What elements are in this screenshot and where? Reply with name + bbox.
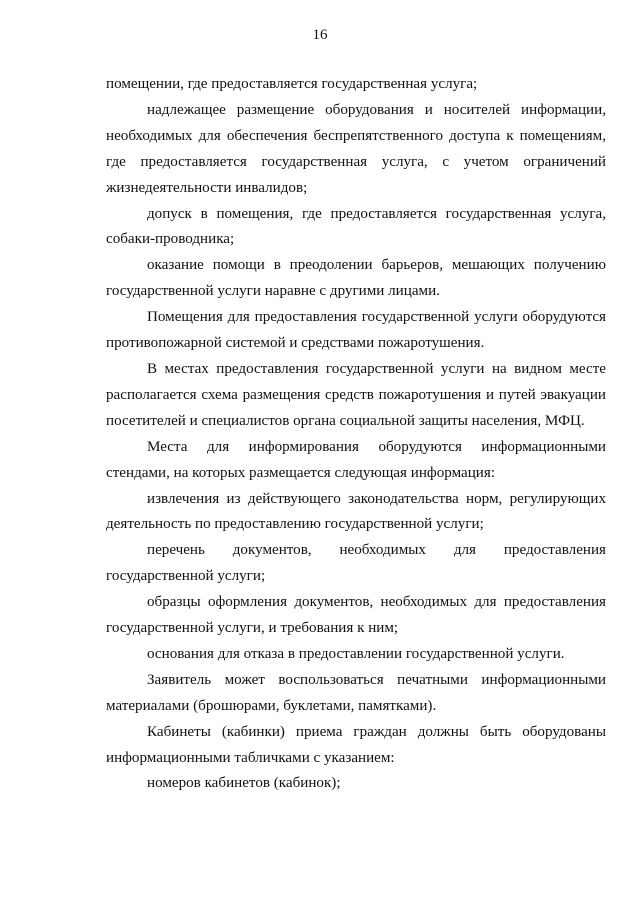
paragraph-3: допуск в помещения, где предоставляется государственная услуга, собаки-проводника; [106,205,606,248]
paragraph-10: образцы оформления документов, необходимых для предоставления государственной услуги, и требования к ним; [106,594,606,637]
paragraph-12: Заявитель может воспользоваться печатными информационными материалами (брошюрами, буклетами, памятками). [106,671,606,714]
paragraph-7: Места для информирования оборудуются информационными стендами, на которых размещается следующая информация: [106,438,606,481]
document-body [106,72,606,797]
paragraph-8: извлечения из действующего законодательства норм, регулирующих деятельность по предоставлению государственной услуги; [106,490,606,533]
paragraph-4: оказание помощи в преодолении барьеров, мешающих получению государственной услуги наравне с другими лицами. [106,257,606,300]
paragraph-14: номеров кабинетов (кабинок); [147,775,341,792]
paragraph-13: Кабинеты (кабинки) приема граждан должны быть оборудованы информационными табличками с указанием: [106,723,606,766]
paragraph-5: Помещения для предоставления государственной услуги оборудуются противопожарной системой и средствами пожаротушения. [106,309,606,352]
paragraph-2: надлежащее размещение оборудования и носителей информации, необходимых для обеспечения беспрепятственного доступа к помещениям, где предоставляется государственная услуга, с учетом ограничений жизнедеятельности инвалидов; [106,101,606,196]
page-number: 16 [312,27,328,43]
paragraph-9: перечень документов, необходимых для предоставления государственной услуги; [106,542,606,585]
paragraph-6: В местах предоставления государственной услуги на видном месте располагается схема размещения средств пожаротушения и путей эвакуации посетителей и специалистов органа социальной защиты населения, МФЦ. [106,360,606,429]
paragraph-1: помещении, где предоставляется государственная услуга; [106,76,478,92]
paragraph-11: основания для отказа в предоставлении государственной услуги. [147,645,565,662]
